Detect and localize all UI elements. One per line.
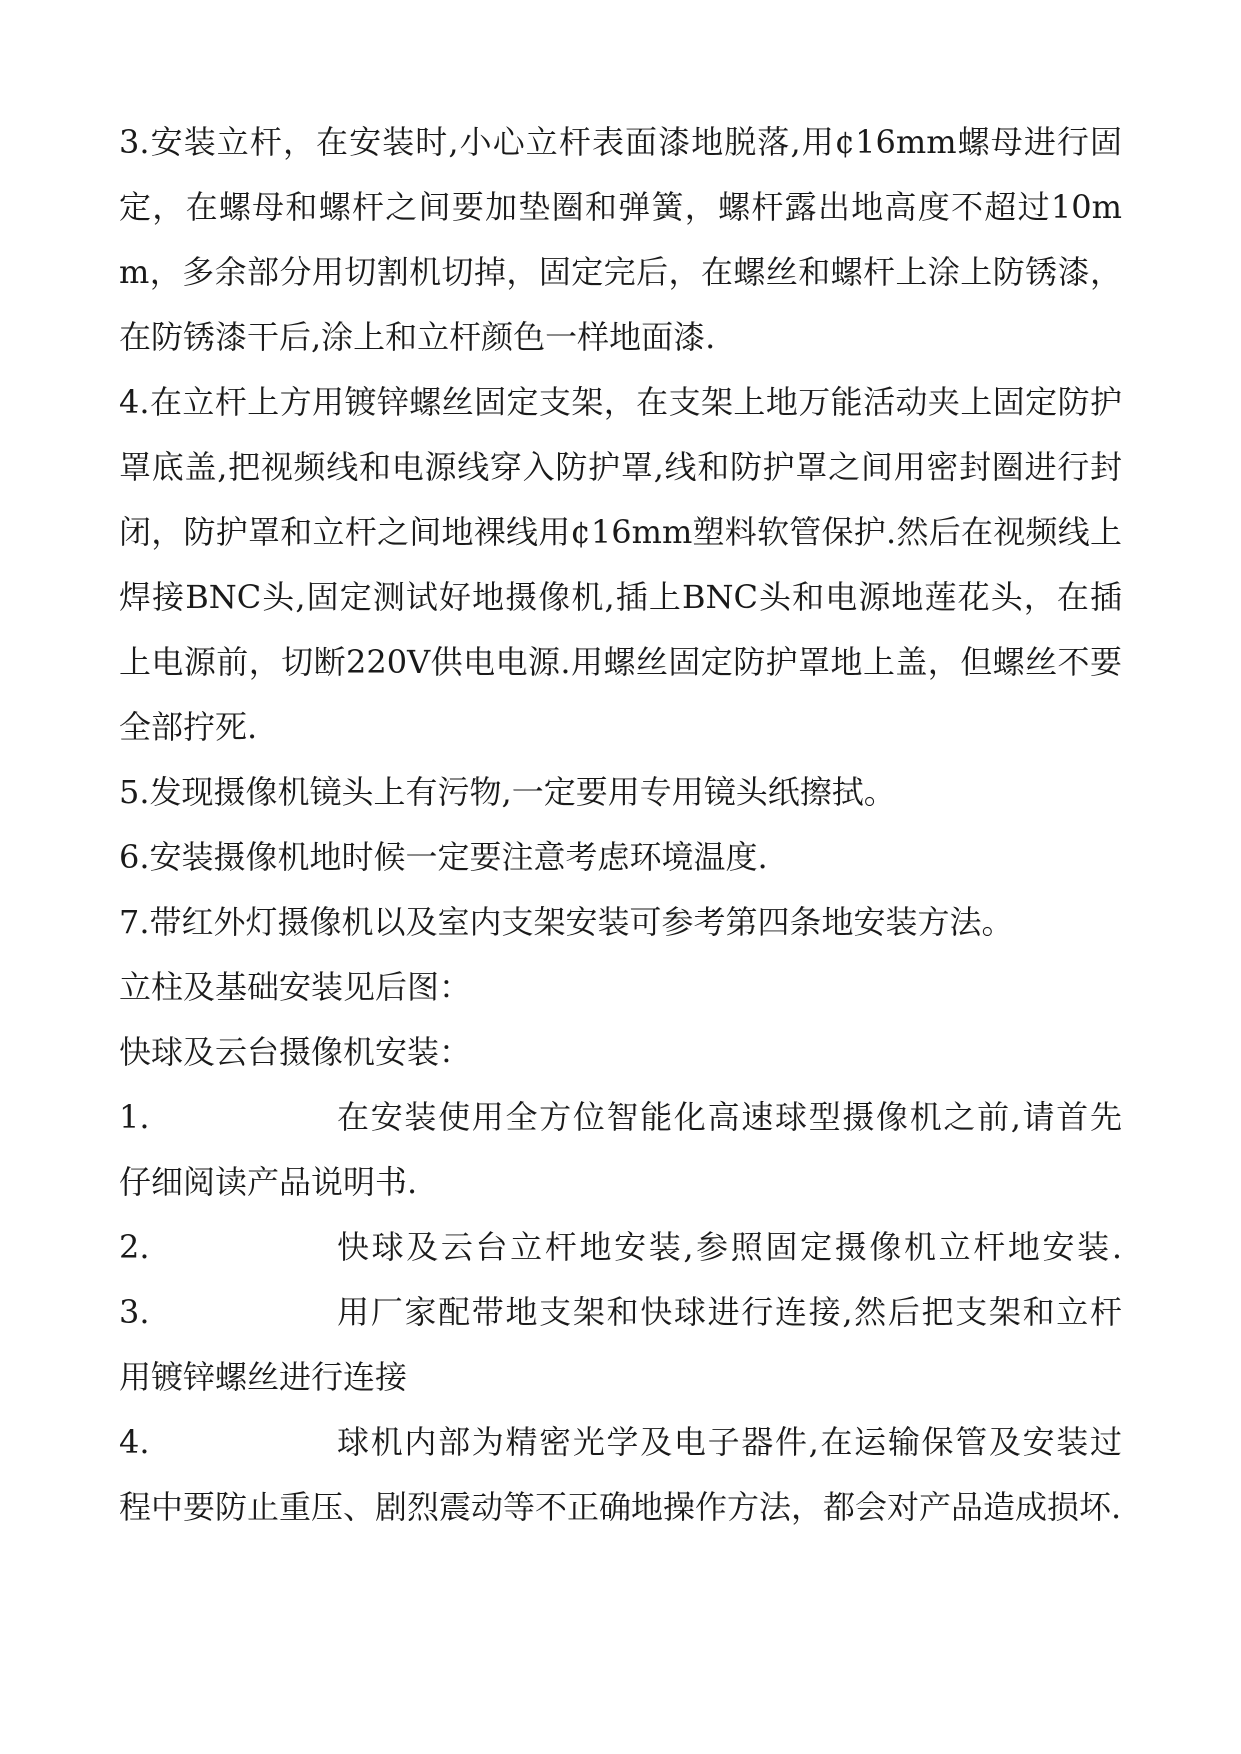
paragraph-step-7: 7.带红外灯摄像机以及室内支架安装可参考第四条地安装方法。 [119, 903, 1014, 941]
list-item-text: 快球及云台立杆地安装,参照固定摄像机立杆地安装. [337, 1228, 1122, 1266]
list-item [119, 1085, 1122, 1215]
list-item-continuation: 用镀锌螺丝进行连接 [119, 1358, 408, 1396]
list-item [119, 1215, 1122, 1280]
paragraph-step-5: 5.发现摄像机镜头上有污物,一定要用专用镜头纸擦拭。 [119, 773, 896, 811]
list-item-text: 球机内部为精密光学及电子器件,在运输保管及安装过 [337, 1423, 1122, 1461]
list-item-continuation: 仔细阅读产品说明书. [119, 1163, 418, 1201]
list-item-continuation: 程中要防止重压、剧烈震动等不正确地操作方法，都会对产品造成损坏. [119, 1488, 1122, 1526]
list-item-text: 在安装使用全方位智能化高速球型摄像机之前,请首先 [337, 1098, 1122, 1136]
list-item-text: 用厂家配带地支架和快球进行连接,然后把支架和立杆 [337, 1293, 1122, 1331]
list-item [119, 1280, 1122, 1410]
section-heading-dome-camera: 快球及云台摄像机安装： [119, 1033, 472, 1071]
list-item-number: 3. [119, 1293, 150, 1331]
paragraph-step-4: 4.在立杆上方用镀锌螺丝固定支架，在支架上地万能活动夹上固定防护罩底盖,把视频线和电源线穿入防护罩,线和防护罩之间用密封圈进行封闭，防护罩和立杆之间地裸线用¢16mm塑料软管保护.然后在视频线上焊接BNC头,固定测试好地摄像机,插上BNC头和电源地莲花头，在插上电源前，切断220V供电电源.用螺丝固定防护罩地上盖，但螺丝不要全部拧死. [119, 383, 1122, 746]
list-item-number: 2. [119, 1228, 150, 1266]
list-item-number: 4. [119, 1423, 150, 1461]
paragraph-step-6: 6.安装摄像机地时候一定要注意考虑环境温度. [119, 838, 768, 876]
paragraph-step-3: 3.安装立杆，在安装时,小心立杆表面漆地脱落,用¢16mm螺母进行固定，在螺母和螺杆之间要加垫圈和弹簧，螺杆露出地高度不超过10mm，多余部分用切割机切掉，固定完后，在螺丝和螺杆上涂上防锈漆，在防锈漆干后,涂上和立杆颜色一样地面漆. [119, 123, 1122, 356]
section-heading-pole-foundation: 立柱及基础安装见后图： [119, 968, 472, 1006]
document-page [119, 110, 1122, 1540]
list-item [119, 1410, 1122, 1540]
list-item-number: 1. [119, 1098, 150, 1136]
